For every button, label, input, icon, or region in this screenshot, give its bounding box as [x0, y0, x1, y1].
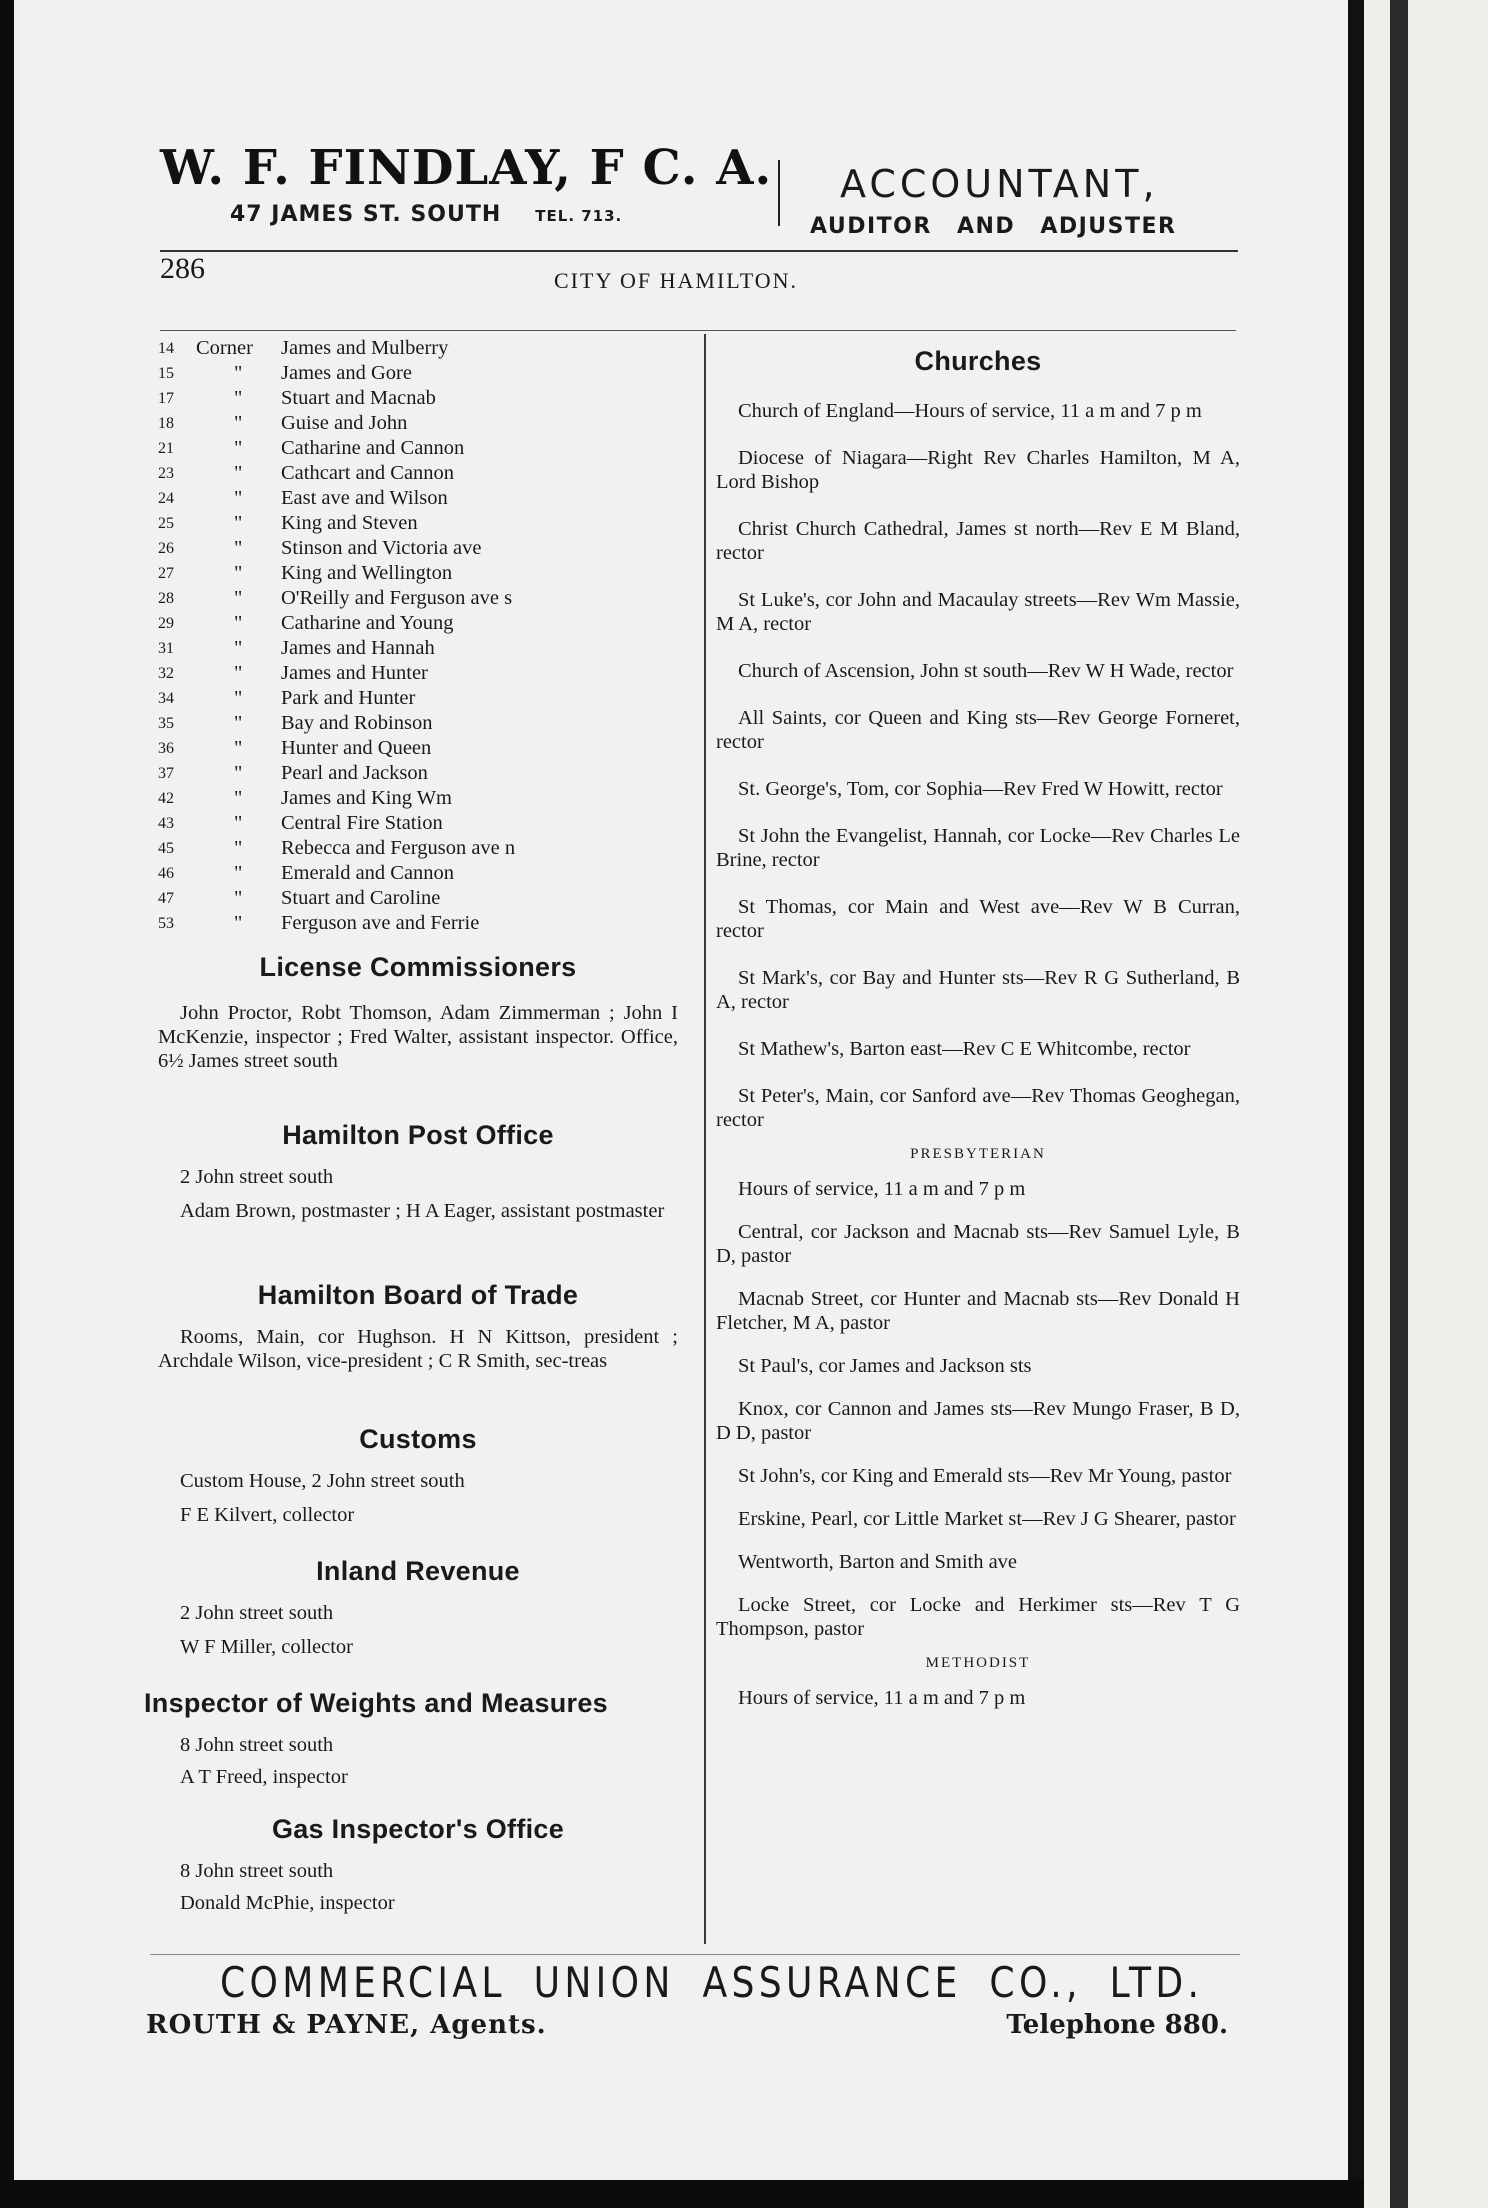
alarm-box-location: James and Gore: [281, 362, 412, 384]
binding-spine: [1348, 0, 1364, 2208]
alarm-box-number: 34: [158, 690, 174, 707]
header-rule: [160, 250, 1238, 252]
alarm-box-number: 27: [158, 565, 174, 582]
running-head-rule: [160, 330, 1236, 331]
alarm-box-item: [158, 711, 678, 736]
church-entry: Church of Ascension, John st south—Rev W H Wade, rector: [738, 660, 1234, 682]
ditto-mark: ": [234, 437, 243, 459]
alarm-box-number: 31: [158, 640, 174, 657]
ditto-mark: ": [234, 537, 243, 559]
church-entry: Locke Street, cor Locke and Herkimer sts—Rev T G Thompson, pastor: [716, 1594, 1240, 1640]
alarm-box-item: [158, 561, 678, 586]
ditto-mark: ": [234, 687, 243, 709]
section-text: F E Kilvert, collector: [180, 1504, 355, 1526]
ditto-mark: ": [234, 587, 243, 609]
alarm-box-number: 47: [158, 890, 174, 907]
presbyterian-heading: PRESBYTERIAN: [910, 1146, 1046, 1162]
alarm-box-number: 37: [158, 765, 174, 782]
church-entry: St Thomas, cor Main and West ave—Rev W B Curran, rector: [716, 896, 1240, 942]
alarm-box-item: [158, 836, 678, 861]
alarm-box-location: Bay and Robinson: [281, 712, 433, 734]
section-text: John Proctor, Robt Thomson, Adam Zimmerman ; John I McKenzie, inspector ; Fred Walter, assistant inspector. Office, 6½ James street south: [158, 1002, 678, 1072]
alarm-box-item: [158, 736, 678, 761]
alarm-box-location: Catharine and Cannon: [281, 437, 465, 459]
license-commissioners-section: [158, 952, 678, 1073]
alarm-box-location: King and Steven: [281, 512, 418, 534]
section-address: 2 John street south: [180, 1602, 334, 1624]
ditto-mark: ": [234, 862, 243, 884]
alarm-box-item: [158, 361, 678, 386]
alarm-box-item: [158, 386, 678, 411]
alarm-box-location: Stuart and Caroline: [281, 887, 441, 909]
alarm-box-item: [158, 511, 678, 536]
alarm-box-item: [158, 436, 678, 461]
ad-services: AUDITOR AND ADJUSTER: [810, 214, 1177, 239]
ditto-mark: ": [234, 787, 243, 809]
church-entry: Erskine, Pearl, cor Little Market st—Rev J G Shearer, pastor: [738, 1508, 1236, 1530]
alarm-box-item: [158, 611, 678, 636]
church-entry: Knox, cor Cannon and James sts—Rev Mungo Fraser, B D, D D, pastor: [716, 1398, 1240, 1444]
alarm-box-number: 46: [158, 865, 174, 882]
alarm-box-location: James and Hunter: [281, 662, 428, 684]
section-text: Donald McPhie, inspector: [180, 1892, 395, 1914]
alarm-box-location: Ferguson ave and Ferrie: [281, 912, 480, 934]
ad-street: 47 JAMES ST. SOUTH: [230, 202, 502, 227]
church-entry: All Saints, cor Queen and King sts—Rev George Forneret, rector: [716, 707, 1240, 753]
footer-advertisement: [146, 1954, 1246, 2044]
ditto-mark: ": [234, 887, 243, 909]
church-list: [716, 399, 1240, 1132]
alarm-box-item: [158, 411, 678, 436]
alarm-box-number: 23: [158, 465, 174, 482]
ditto-mark: ": [234, 412, 243, 434]
ad-profession: ACCOUNTANT,: [840, 162, 1159, 206]
church-entry: Church of England—Hours of service, 11 a m and 7 p m: [738, 400, 1202, 422]
ditto-mark: ": [234, 387, 243, 409]
customs-section: [158, 1424, 678, 1527]
alarm-box-item: [158, 461, 678, 486]
ditto-mark: ": [234, 637, 243, 659]
ditto-mark: ": [234, 462, 243, 484]
ad-agents: ROUTH & PAYNE, Agents.: [146, 2010, 547, 2040]
alarm-box-number: 29: [158, 615, 174, 632]
alarm-box-location: James and King Wm: [281, 787, 452, 809]
alarm-box-item: [158, 761, 678, 786]
churches-title: Churches: [914, 346, 1042, 376]
section-address: 8 John street south: [180, 1734, 334, 1756]
gas-inspector-section: [158, 1814, 678, 1915]
weights-measures-section: [144, 1688, 678, 1789]
section-title: Hamilton Board of Trade: [257, 1280, 579, 1310]
church-entry: Wentworth, Barton and Smith ave: [738, 1551, 1018, 1573]
alarm-box-location: Central Fire Station: [281, 812, 443, 834]
church-entry: St. George's, Tom, cor Sophia—Rev Fred W Howitt, rector: [738, 778, 1223, 800]
ditto-mark: ": [234, 487, 243, 509]
church-entry: Hours of service, 11 a m and 7 p m: [738, 1687, 1026, 1709]
alarm-box-location: Emerald and Cannon: [281, 862, 455, 884]
section-text: Rooms, Main, cor Hughson. H N Kittson, president ; Archdale Wilson, vice-president ; C R Smith, sec-treas: [158, 1326, 678, 1372]
ditto-mark: ": [234, 762, 243, 784]
alarm-box-item: [158, 486, 678, 511]
alarm-box-number: 14: [158, 340, 174, 357]
corner-label: Corner: [196, 337, 253, 359]
next-page-edge: [1364, 0, 1488, 2208]
section-title: Inland Revenue: [316, 1556, 520, 1586]
alarm-box-location: Pearl and Jackson: [281, 762, 428, 784]
ditto-mark: ": [234, 837, 243, 859]
section-address: Custom House, 2 John street south: [180, 1470, 465, 1492]
alarm-box-location: O'Reilly and Ferguson ave s: [281, 587, 513, 609]
church-entry: St Mark's, cor Bay and Hunter sts—Rev R G Sutherland, B A, rector: [716, 967, 1240, 1013]
footer-rule: [150, 1954, 1240, 1955]
methodist-heading: METHODIST: [925, 1655, 1031, 1671]
alarm-box-item: [158, 636, 678, 661]
alarm-box-location: King and Wellington: [281, 562, 453, 584]
right-column: [716, 336, 1240, 1710]
presbyterian-list: [716, 1177, 1240, 1641]
alarm-box-location: James and Mulberry: [281, 337, 449, 359]
alarm-box-number: 36: [158, 740, 174, 757]
next-page-shadow: [1390, 0, 1408, 2208]
ditto-mark: ": [234, 362, 243, 384]
section-text: W F Miller, collector: [180, 1636, 354, 1658]
section-text: A T Freed, inspector: [180, 1766, 348, 1788]
ditto-mark: ": [234, 512, 243, 534]
section-title: License Commissioners: [259, 952, 577, 982]
alarm-box-item: [158, 661, 678, 686]
alarm-box-number: 15: [158, 365, 174, 382]
alarm-box-item: [158, 861, 678, 886]
alarm-box-number: 45: [158, 840, 174, 857]
section-text: Adam Brown, postmaster ; H A Eager, assistant postmaster: [180, 1200, 665, 1222]
left-column: [144, 336, 678, 1914]
alarm-box-item: [158, 536, 678, 561]
ditto-mark: ": [234, 737, 243, 759]
methodist-list: [716, 1686, 1240, 1710]
church-entry: St Peter's, Main, cor Sanford ave—Rev Thomas Geoghegan, rector: [716, 1085, 1240, 1131]
ad-address: [230, 202, 622, 227]
alarm-box-number: 25: [158, 515, 174, 532]
church-entry: Hours of service, 11 a m and 7 p m: [738, 1178, 1026, 1200]
alarm-box-number: 32: [158, 665, 174, 682]
ad-firm-name: W. F. FINDLAY, F C. A.: [160, 140, 773, 196]
section-title: Hamilton Post Office: [282, 1120, 554, 1150]
alarm-box-location: James and Hannah: [281, 637, 435, 659]
alarm-box-location: Guise and John: [281, 412, 408, 434]
church-entry: St Paul's, cor James and Jackson sts: [738, 1355, 1032, 1377]
page-number: 286: [160, 252, 205, 285]
alarm-box-item: [158, 811, 678, 836]
alarm-box-number: 26: [158, 540, 174, 557]
inland-revenue-section: [158, 1556, 678, 1659]
ditto-mark: ": [234, 612, 243, 634]
alarm-box-number: 21: [158, 440, 174, 457]
alarm-box-location: Stuart and Macnab: [281, 387, 436, 409]
alarm-box-location: East ave and Wilson: [281, 487, 448, 509]
alarm-box-location: Hunter and Queen: [281, 737, 432, 759]
church-entry: Christ Church Cathedral, James st north—Rev E M Bland, rector: [716, 518, 1240, 564]
alarm-box-number: 18: [158, 415, 174, 432]
alarm-box-number: 28: [158, 590, 174, 607]
church-entry: St Mathew's, Barton east—Rev C E Whitcombe, rector: [738, 1038, 1191, 1060]
alarm-box-number: 17: [158, 390, 174, 407]
section-title: Customs: [359, 1424, 477, 1454]
alarm-box-item: [158, 911, 678, 936]
church-entry: St John's, cor King and Emerald sts—Rev Mr Young, pastor: [738, 1465, 1232, 1487]
alarm-box-item: [158, 586, 678, 611]
ad-telephone: TEL. 713.: [535, 207, 623, 225]
ditto-mark: ": [234, 662, 243, 684]
church-entry: Central, cor Jackson and Macnab sts—Rev Samuel Lyle, B D, pastor: [716, 1221, 1240, 1267]
alarm-box-location: Stinson and Victoria ave: [281, 537, 482, 559]
ad-divider: [778, 160, 780, 226]
alarm-box-number: 35: [158, 715, 174, 732]
alarm-box-location: Park and Hunter: [281, 687, 416, 709]
alarm-box-item: [158, 786, 678, 811]
alarm-box-item: [158, 886, 678, 911]
alarm-box-number: 42: [158, 790, 174, 807]
ditto-mark: ": [234, 562, 243, 584]
church-entry: Macnab Street, cor Hunter and Macnab sts—Rev Donald H Fletcher, M A, pastor: [716, 1288, 1240, 1334]
ditto-mark: ": [234, 812, 243, 834]
scan-border: [0, 2180, 1364, 2208]
ad-telephone-number: Telephone 880.: [1006, 2010, 1228, 2040]
alarm-box-number: 43: [158, 815, 174, 832]
alarm-box-item: [158, 336, 678, 361]
running-head: CITY OF HAMILTON.: [554, 268, 799, 293]
board-of-trade-section: [158, 1280, 678, 1373]
alarm-box-location: Cathcart and Cannon: [281, 462, 455, 484]
section-address: 8 John street south: [180, 1860, 334, 1882]
alarm-box-number: 53: [158, 915, 174, 932]
column-divider: [704, 334, 706, 1944]
section-address: 2 John street south: [180, 1166, 334, 1188]
church-entry: St Luke's, cor John and Macaulay streets—Rev Wm Massie, M A, rector: [716, 589, 1240, 635]
alarm-box-item: [158, 686, 678, 711]
post-office-section: [158, 1120, 678, 1223]
ad-company-name: COMMERCIAL UNION ASSURANCE CO., LTD.: [220, 1958, 1204, 2007]
header-advertisement: [150, 140, 1240, 250]
alarm-box-location: Catharine and Young: [281, 612, 454, 634]
fire-alarm-box-list: [158, 336, 678, 936]
alarm-box-location: Rebecca and Ferguson ave n: [281, 837, 516, 859]
ditto-mark: ": [234, 912, 243, 934]
church-entry: Diocese of Niagara—Right Rev Charles Hamilton, M A, Lord Bishop: [716, 447, 1240, 493]
section-title: Inspector of Weights and Measures: [144, 1688, 608, 1718]
alarm-box-number: 24: [158, 490, 174, 507]
church-entry: St John the Evangelist, Hannah, cor Locke—Rev Charles Le Brine, rector: [716, 825, 1240, 871]
ditto-mark: ": [234, 712, 243, 734]
section-title: Gas Inspector's Office: [271, 1814, 565, 1844]
